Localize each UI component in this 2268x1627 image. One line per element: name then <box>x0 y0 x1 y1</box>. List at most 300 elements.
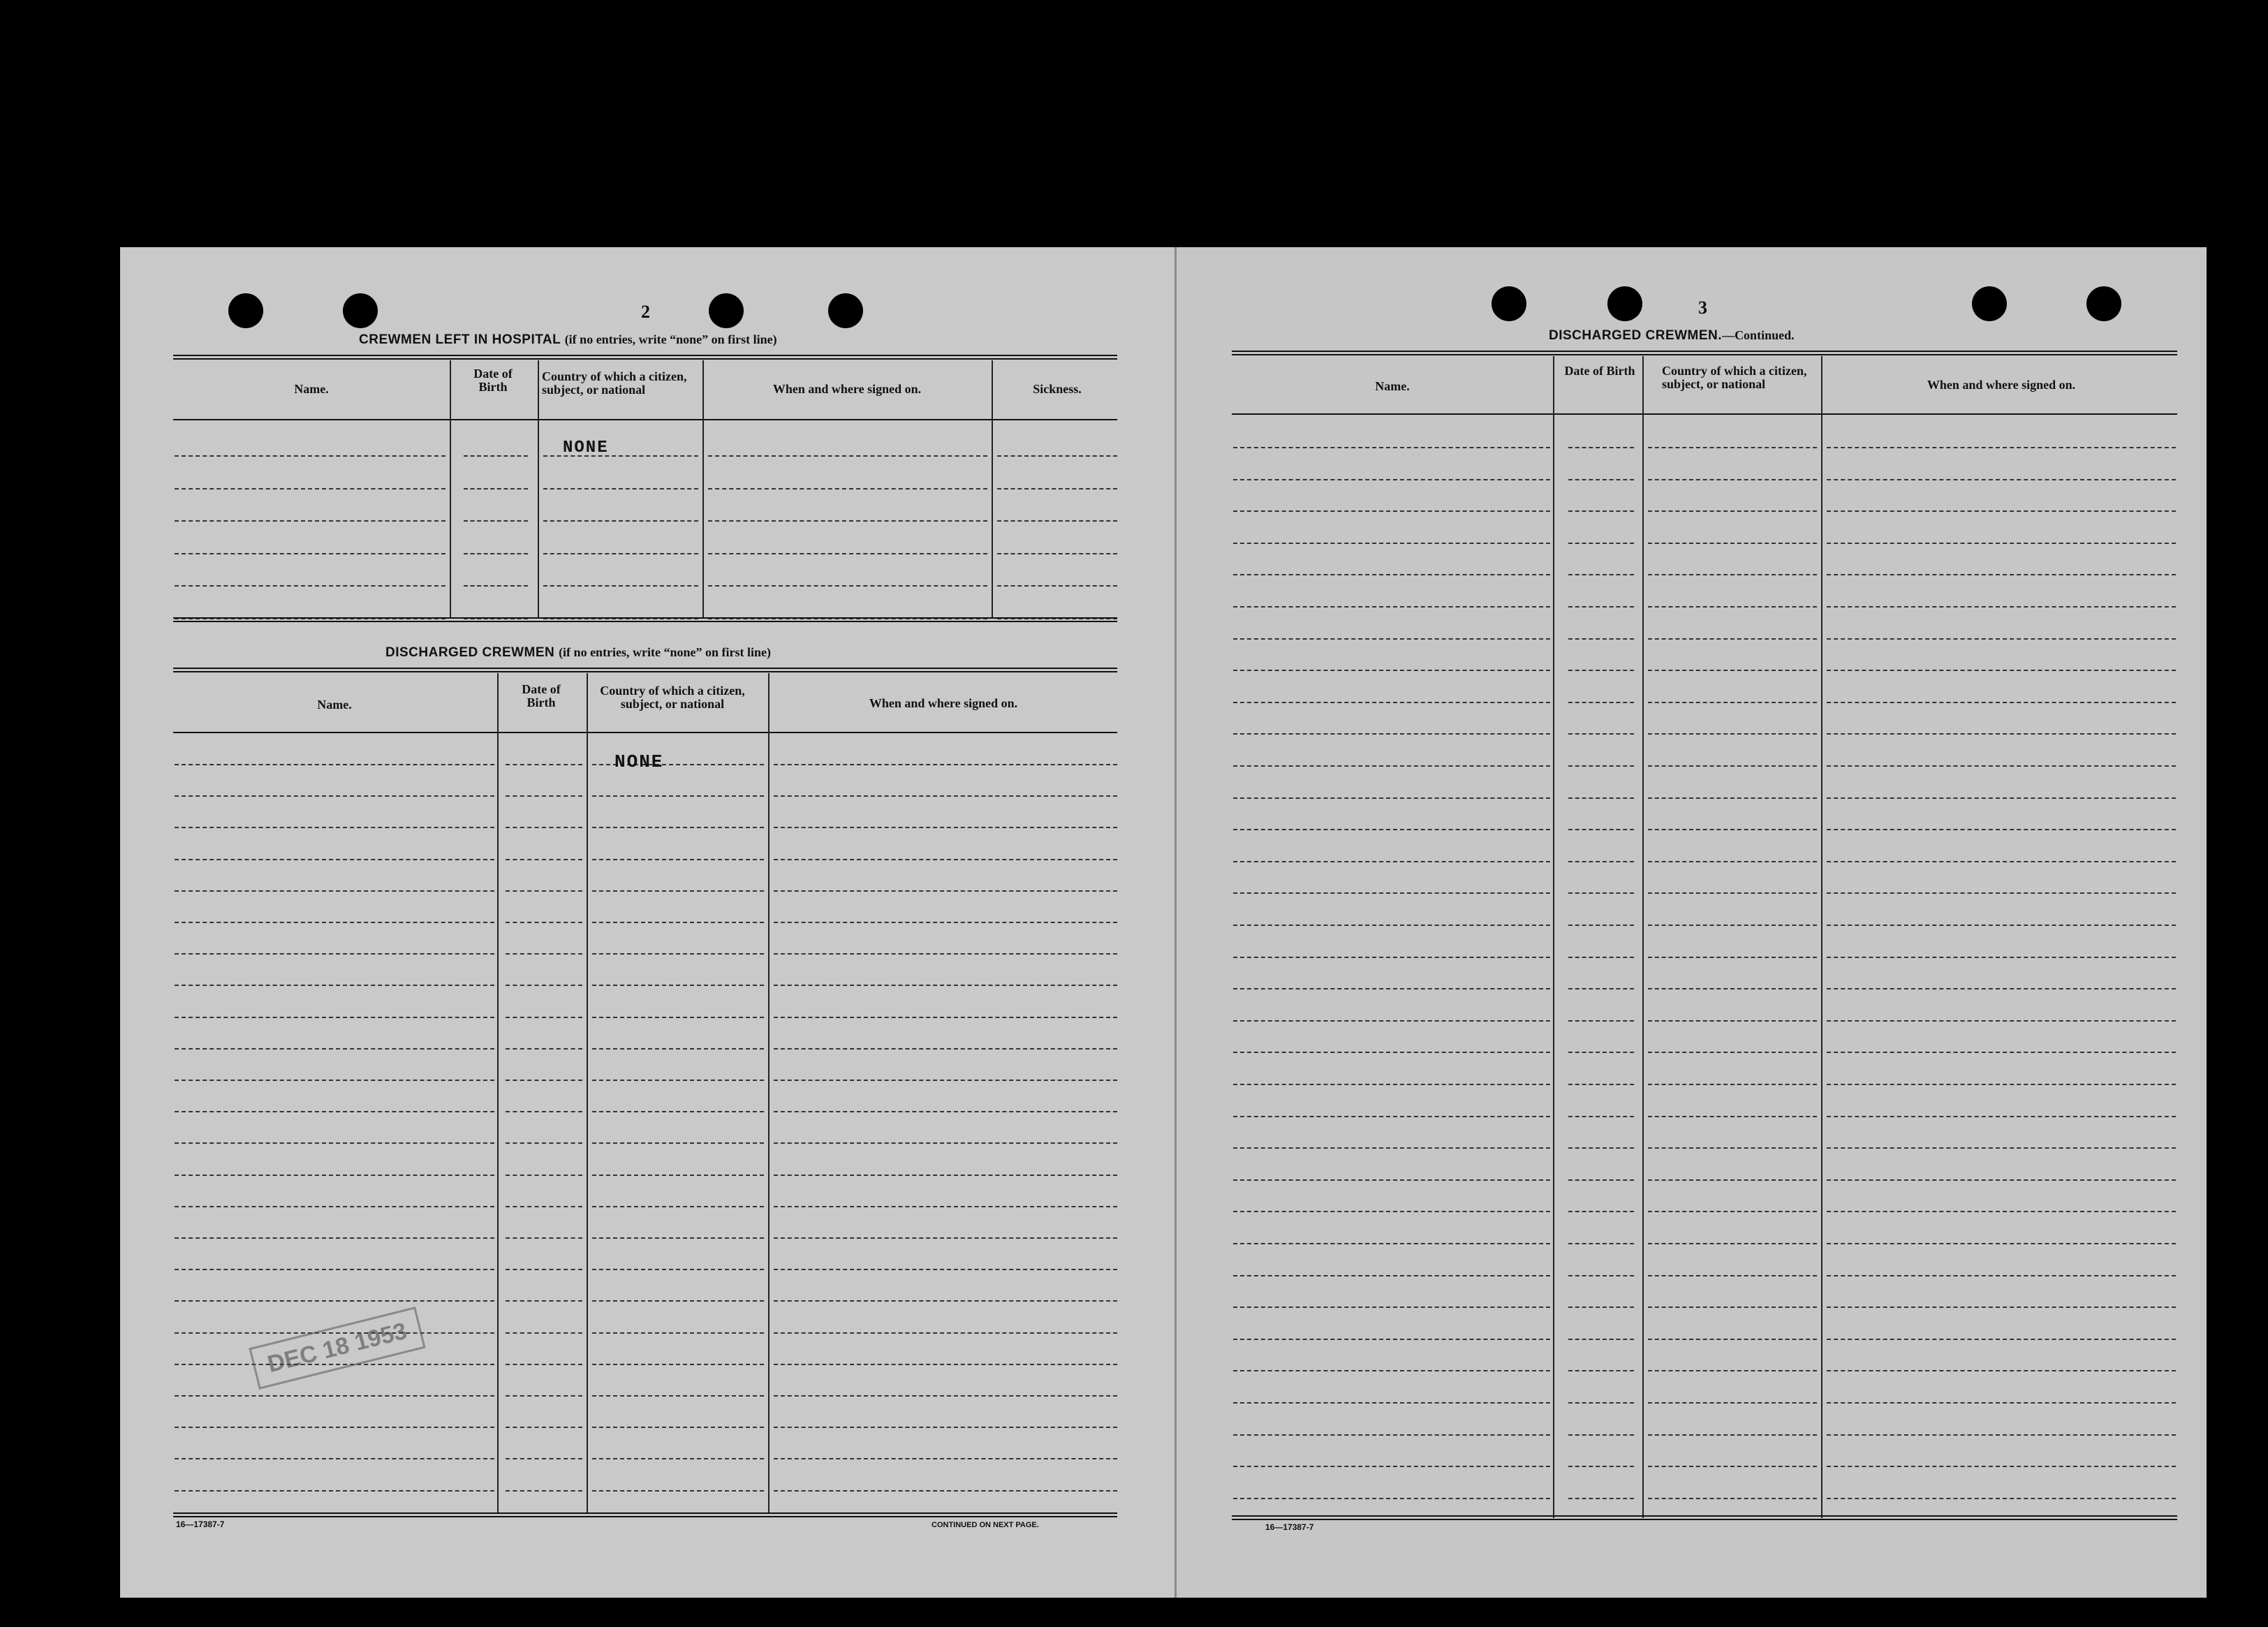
right-col-signed-on: When and where signed on. <box>1927 378 2076 392</box>
ruled-line <box>592 1458 764 1459</box>
hospital-entry-none: NONE <box>563 439 609 457</box>
ruled-line <box>592 1364 764 1365</box>
ruled-line <box>774 1364 1117 1365</box>
ruled-line <box>1827 988 2176 989</box>
ruled-line <box>592 1237 764 1239</box>
ruled-line <box>1233 1116 1550 1117</box>
ruled-line <box>1648 1179 1817 1181</box>
ruled-line <box>774 1142 1117 1144</box>
ruled-line <box>175 1142 494 1144</box>
ruled-line <box>1827 1147 2176 1149</box>
ruled-line <box>1233 925 1550 926</box>
ruled-line <box>175 953 494 955</box>
ruled-line <box>592 953 764 955</box>
ruled-line <box>1827 1306 2176 1308</box>
ruled-line <box>1233 733 1550 735</box>
ruled-line <box>1568 925 1634 926</box>
ruled-line <box>506 795 582 797</box>
ruled-line <box>1568 1116 1634 1117</box>
ruled-line <box>175 985 494 986</box>
ruled-line <box>997 585 1117 587</box>
ruled-line <box>175 1458 494 1459</box>
ruled-line <box>464 585 528 587</box>
ruled-line <box>506 953 582 955</box>
ruled-line <box>175 455 446 457</box>
ruled-line <box>1648 765 1817 767</box>
right-col-divider <box>1553 356 1554 1518</box>
ruled-line <box>1827 733 2176 735</box>
ruled-line <box>1827 829 2176 830</box>
right-col-divider <box>1821 356 1822 1518</box>
ruled-line <box>592 922 764 923</box>
right-col-country: Country of which a citizen, subject, or national <box>1662 364 1807 391</box>
ruled-line <box>997 520 1117 522</box>
ruled-line <box>1648 1498 1817 1499</box>
ruled-line <box>506 859 582 860</box>
form-number: 16—17387-7 <box>176 1519 225 1529</box>
ruled-line <box>175 585 446 587</box>
ruled-line <box>1233 957 1550 958</box>
ruled-line <box>1233 1147 1550 1149</box>
ruled-line <box>506 1048 582 1050</box>
ruled-line <box>774 1427 1117 1428</box>
ruled-line <box>592 1175 764 1176</box>
ruled-line <box>774 1017 1117 1018</box>
ruled-line <box>464 520 528 522</box>
ruled-line <box>592 1427 764 1428</box>
ruled-line <box>1827 1370 2176 1371</box>
ruled-line <box>592 1490 764 1492</box>
discharged-section-heading <box>385 645 771 661</box>
ruled-line <box>1827 638 2176 640</box>
ruled-line <box>506 985 582 986</box>
ruled-line <box>592 1080 764 1081</box>
ruled-line <box>1568 1243 1634 1244</box>
ruled-line <box>506 1175 582 1176</box>
ruled-line <box>1648 957 1817 958</box>
ruled-line <box>592 859 764 860</box>
ruled-line <box>1648 1306 1817 1308</box>
discharged-continued-note: —Continued. <box>1722 328 1795 342</box>
ruled-line <box>1648 1052 1817 1053</box>
ruled-line <box>774 1206 1117 1207</box>
ruled-line <box>774 922 1117 923</box>
ruled-line <box>1827 1243 2176 1244</box>
ruled-line <box>175 859 494 860</box>
ruled-line <box>1233 988 1550 989</box>
ruled-line <box>543 520 698 522</box>
ruled-line <box>1568 1147 1634 1149</box>
hospital-col-divider <box>702 360 704 619</box>
ruled-line <box>506 1237 582 1239</box>
discharged-col-signed-on: When and where signed on. <box>869 696 1018 710</box>
ruled-line <box>774 1458 1117 1459</box>
right-col-dob: Date of Birth <box>1564 364 1635 378</box>
ruled-line <box>1827 510 2176 512</box>
ruled-line <box>592 1269 764 1270</box>
hospital-col-divider <box>992 360 993 619</box>
ruled-line <box>506 1395 582 1397</box>
ruled-line <box>1648 1402 1817 1404</box>
ruled-line <box>1827 957 2176 958</box>
ruled-line <box>175 1490 494 1492</box>
ruled-line <box>506 1332 582 1334</box>
ruled-line <box>1568 702 1634 703</box>
ruled-line <box>1568 1498 1634 1499</box>
ruled-line <box>774 890 1117 892</box>
discharged-table-bottom-rule <box>173 1512 1117 1517</box>
right-table-top-rule <box>1232 351 2177 355</box>
ruled-line <box>1568 638 1634 640</box>
ruled-line <box>1648 606 1817 608</box>
ruled-line <box>1648 1466 1817 1467</box>
ruled-line <box>506 1269 582 1270</box>
ruled-line <box>506 1142 582 1144</box>
ruled-line <box>1648 1434 1817 1436</box>
ruled-line <box>1568 543 1634 544</box>
ruled-line <box>506 1490 582 1492</box>
ruled-line <box>1827 574 2176 575</box>
hospital-header-rule <box>173 419 1117 420</box>
ruled-line <box>1568 957 1634 958</box>
ruled-line <box>1233 606 1550 608</box>
punch-hole <box>2086 286 2121 321</box>
discharged-col-divider <box>497 673 499 1514</box>
right-col-name: Name. <box>1375 379 1410 393</box>
ruled-line <box>1233 1498 1550 1499</box>
ruled-line <box>1827 479 2176 480</box>
ruled-line <box>1827 1402 2176 1404</box>
ruled-line <box>1233 1466 1550 1467</box>
ruled-line <box>175 1300 494 1302</box>
form-number: 16—17387-7 <box>1265 1522 1314 1532</box>
ruled-line <box>1233 1211 1550 1212</box>
ruled-line <box>1568 861 1634 862</box>
ruled-line <box>1568 1275 1634 1276</box>
hospital-heading-title: CREWMEN LEFT IN HOSPITAL <box>359 332 561 347</box>
hospital-col-dob: Date of Birth <box>473 367 513 394</box>
punch-hole <box>1972 286 2007 321</box>
ruled-line <box>1233 479 1550 480</box>
ruled-line <box>997 488 1117 489</box>
ruled-line <box>1233 1020 1550 1022</box>
ruled-line <box>543 553 698 554</box>
ruled-line <box>1233 1370 1550 1371</box>
hospital-section-heading <box>359 332 777 348</box>
ruled-line <box>1568 1402 1634 1404</box>
ruled-line <box>464 455 528 457</box>
ruled-line <box>997 553 1117 554</box>
ruled-line <box>774 764 1117 765</box>
ruled-line <box>1568 1370 1634 1371</box>
ruled-line <box>1233 574 1550 575</box>
hospital-table-top-rule <box>173 355 1117 360</box>
ruled-line <box>175 922 494 923</box>
ruled-line <box>997 455 1117 457</box>
punch-hole <box>1607 286 1642 321</box>
page-number: 3 <box>1698 297 1707 318</box>
ruled-line <box>1827 1116 2176 1117</box>
ruled-line <box>1648 479 1817 480</box>
page-number: 2 <box>641 302 650 322</box>
ruled-line <box>175 1269 494 1270</box>
discharged-heading-note: (if no entries, write “none” on first line) <box>559 645 772 659</box>
ruled-line <box>1568 1306 1634 1308</box>
ruled-line <box>1233 638 1550 640</box>
ruled-line <box>1827 1052 2176 1053</box>
ruled-line <box>1568 797 1634 799</box>
ruled-line <box>1568 1052 1634 1053</box>
ruled-line <box>1233 1052 1550 1053</box>
ruled-line <box>1827 861 2176 862</box>
ruled-line <box>1648 733 1817 735</box>
ruled-line <box>1648 638 1817 640</box>
ruled-line <box>1568 1211 1634 1212</box>
ruled-line <box>1568 988 1634 989</box>
ruled-line <box>175 890 494 892</box>
ruled-line <box>506 1111 582 1112</box>
hospital-table-bottom-rule <box>173 617 1117 622</box>
ruled-line <box>1827 892 2176 894</box>
ruled-line <box>506 1427 582 1428</box>
ruled-line <box>1568 733 1634 735</box>
ruled-line <box>1827 765 2176 767</box>
ruled-line <box>1568 1466 1634 1467</box>
ruled-line <box>1648 1020 1817 1022</box>
ruled-line <box>592 827 764 828</box>
ruled-line <box>1568 479 1634 480</box>
ruled-line <box>175 553 446 554</box>
received-date-stamp: DEC 18 1953 <box>249 1306 426 1390</box>
ruled-line <box>1233 797 1550 799</box>
ruled-line <box>592 1300 764 1302</box>
ruled-line <box>1233 765 1550 767</box>
ruled-line <box>506 1364 582 1365</box>
ruled-line <box>1568 892 1634 894</box>
hospital-heading-note: (if no entries, write “none” on first line) <box>564 332 777 346</box>
ruled-line <box>592 1048 764 1050</box>
ruled-line <box>1648 543 1817 544</box>
ruled-line <box>1233 861 1550 862</box>
ruled-line <box>592 1332 764 1334</box>
ruled-line <box>506 827 582 828</box>
ruled-line <box>708 455 987 457</box>
ruled-line <box>1568 1020 1634 1022</box>
ruled-line <box>774 1111 1117 1112</box>
ruled-line <box>1568 1179 1634 1181</box>
ruled-line <box>1568 1084 1634 1085</box>
ruled-line <box>708 488 987 489</box>
ruled-line <box>1568 510 1634 512</box>
ruled-line <box>592 1395 764 1397</box>
ruled-line <box>506 922 582 923</box>
ruled-line <box>1568 1434 1634 1436</box>
ruled-line <box>1648 1370 1817 1371</box>
ruled-line <box>1827 447 2176 448</box>
ruled-line <box>1648 1084 1817 1085</box>
ruled-line <box>592 985 764 986</box>
hospital-col-country: Country of which a citizen, subject, or national <box>542 369 687 397</box>
right-table-bottom-rule <box>1232 1515 2177 1520</box>
ruled-line <box>774 1175 1117 1176</box>
ruled-line <box>1233 1179 1550 1181</box>
ruled-line <box>506 764 582 765</box>
ruled-line <box>774 953 1117 955</box>
hospital-col-sickness: Sickness. <box>1033 382 1082 396</box>
discharged-col-name: Name. <box>317 698 352 712</box>
punch-hole <box>828 293 863 328</box>
ruled-line <box>1568 574 1634 575</box>
ruled-line <box>774 1048 1117 1050</box>
ruled-line <box>774 985 1117 986</box>
ruled-line <box>1827 606 2176 608</box>
ruled-line <box>1648 574 1817 575</box>
ruled-line <box>774 859 1117 860</box>
ruled-line <box>1648 1147 1817 1149</box>
ruled-line <box>1568 1339 1634 1340</box>
ruled-line <box>774 1332 1117 1334</box>
punch-hole <box>343 293 378 328</box>
ruled-line <box>1233 702 1550 703</box>
ruled-line <box>175 1427 494 1428</box>
ruled-line <box>1648 1339 1817 1340</box>
ruled-line <box>175 1237 494 1239</box>
ruled-line <box>1648 702 1817 703</box>
ruled-line <box>464 553 528 554</box>
hospital-col-name: Name. <box>294 382 329 396</box>
ruled-line <box>774 1080 1117 1081</box>
ruled-line <box>1233 892 1550 894</box>
ruled-line <box>1827 925 2176 926</box>
discharged-header-rule <box>173 732 1117 733</box>
ruled-line <box>1648 988 1817 989</box>
ruled-line <box>506 1458 582 1459</box>
ruled-line <box>1827 1466 2176 1467</box>
ruled-line <box>543 585 698 587</box>
ruled-line <box>506 1080 582 1081</box>
page-fold <box>1174 247 1177 1598</box>
ruled-line <box>175 827 494 828</box>
ruled-line <box>1233 543 1550 544</box>
ruled-line <box>464 488 528 489</box>
ruled-line <box>774 1300 1117 1302</box>
continued-note: CONTINUED ON NEXT PAGE. <box>932 1521 1039 1529</box>
ruled-line <box>708 553 987 554</box>
discharged-entry-none: NONE <box>614 751 664 772</box>
ruled-line <box>774 795 1117 797</box>
ruled-line <box>1233 1434 1550 1436</box>
ruled-line <box>175 520 446 522</box>
punch-hole <box>1492 286 1526 321</box>
discharged-col-divider <box>768 673 770 1514</box>
ruled-line <box>175 1395 494 1397</box>
punch-hole <box>709 293 744 328</box>
discharged-heading-title: DISCHARGED CREWMEN <box>385 645 555 660</box>
ruled-line <box>592 1017 764 1018</box>
ruled-line <box>1568 829 1634 830</box>
ruled-line <box>1568 447 1634 448</box>
ruled-line <box>592 890 764 892</box>
ruled-line <box>175 1080 494 1081</box>
ruled-line <box>1827 1020 2176 1022</box>
ruled-line <box>1233 1243 1550 1244</box>
ruled-line <box>774 1395 1117 1397</box>
ruled-line <box>774 1490 1117 1492</box>
right-page <box>1176 247 2207 1598</box>
ruled-line <box>592 795 764 797</box>
ruled-line <box>1648 447 1817 448</box>
ruled-line <box>1233 670 1550 671</box>
ruled-line <box>175 795 494 797</box>
ruled-line <box>592 1206 764 1207</box>
ruled-line <box>1648 1275 1817 1276</box>
ruled-line <box>1568 606 1634 608</box>
ruled-line <box>1648 925 1817 926</box>
ruled-line <box>774 1269 1117 1270</box>
ruled-line <box>1648 797 1817 799</box>
ruled-line <box>1648 1116 1817 1117</box>
ruled-line <box>175 488 446 489</box>
hospital-col-divider <box>450 360 451 619</box>
ruled-line <box>1827 1498 2176 1499</box>
ruled-line <box>1827 797 2176 799</box>
hospital-col-divider <box>538 360 539 619</box>
ruled-line <box>1233 510 1550 512</box>
ruled-line <box>1827 1275 2176 1276</box>
ruled-line <box>1648 1211 1817 1212</box>
ruled-line <box>506 1017 582 1018</box>
ruled-line <box>175 1111 494 1112</box>
ruled-line <box>708 585 987 587</box>
discharged-col-divider <box>587 673 588 1514</box>
discharged-table-top-rule <box>173 668 1117 672</box>
ruled-line <box>592 1142 764 1144</box>
discharged-col-dob: Date of Birth <box>522 682 561 709</box>
ruled-line <box>1233 829 1550 830</box>
ruled-line <box>1648 670 1817 671</box>
ruled-line <box>1648 510 1817 512</box>
ruled-line <box>1827 1211 2176 1212</box>
ruled-line <box>175 764 494 765</box>
ruled-line <box>1827 1084 2176 1085</box>
ruled-line <box>506 890 582 892</box>
ruled-line <box>1233 447 1550 448</box>
ruled-line <box>1233 1306 1550 1308</box>
ruled-line <box>1233 1339 1550 1340</box>
ruled-line <box>175 1206 494 1207</box>
ruled-line <box>175 1175 494 1176</box>
right-header-rule <box>1232 413 2177 415</box>
ruled-line <box>1648 892 1817 894</box>
ruled-line <box>175 1048 494 1050</box>
ruled-line <box>774 827 1117 828</box>
ruled-line <box>1648 861 1817 862</box>
ruled-line <box>1568 765 1634 767</box>
ruled-line <box>1568 670 1634 671</box>
discharged-col-country: Country of which a citizen, subject, or national <box>600 684 745 711</box>
ruled-line <box>1233 1084 1550 1085</box>
discharged-continued-title: DISCHARGED CREWMEN. <box>1549 328 1723 343</box>
ruled-line <box>708 520 987 522</box>
ruled-line <box>506 1300 582 1302</box>
ruled-line <box>1827 1434 2176 1436</box>
hospital-col-signed-on: When and where signed on. <box>772 382 922 396</box>
ruled-line <box>506 1206 582 1207</box>
ruled-line <box>1827 543 2176 544</box>
punch-hole <box>228 293 263 328</box>
discharged-continued-heading <box>1549 328 1795 344</box>
ruled-line <box>1648 829 1817 830</box>
